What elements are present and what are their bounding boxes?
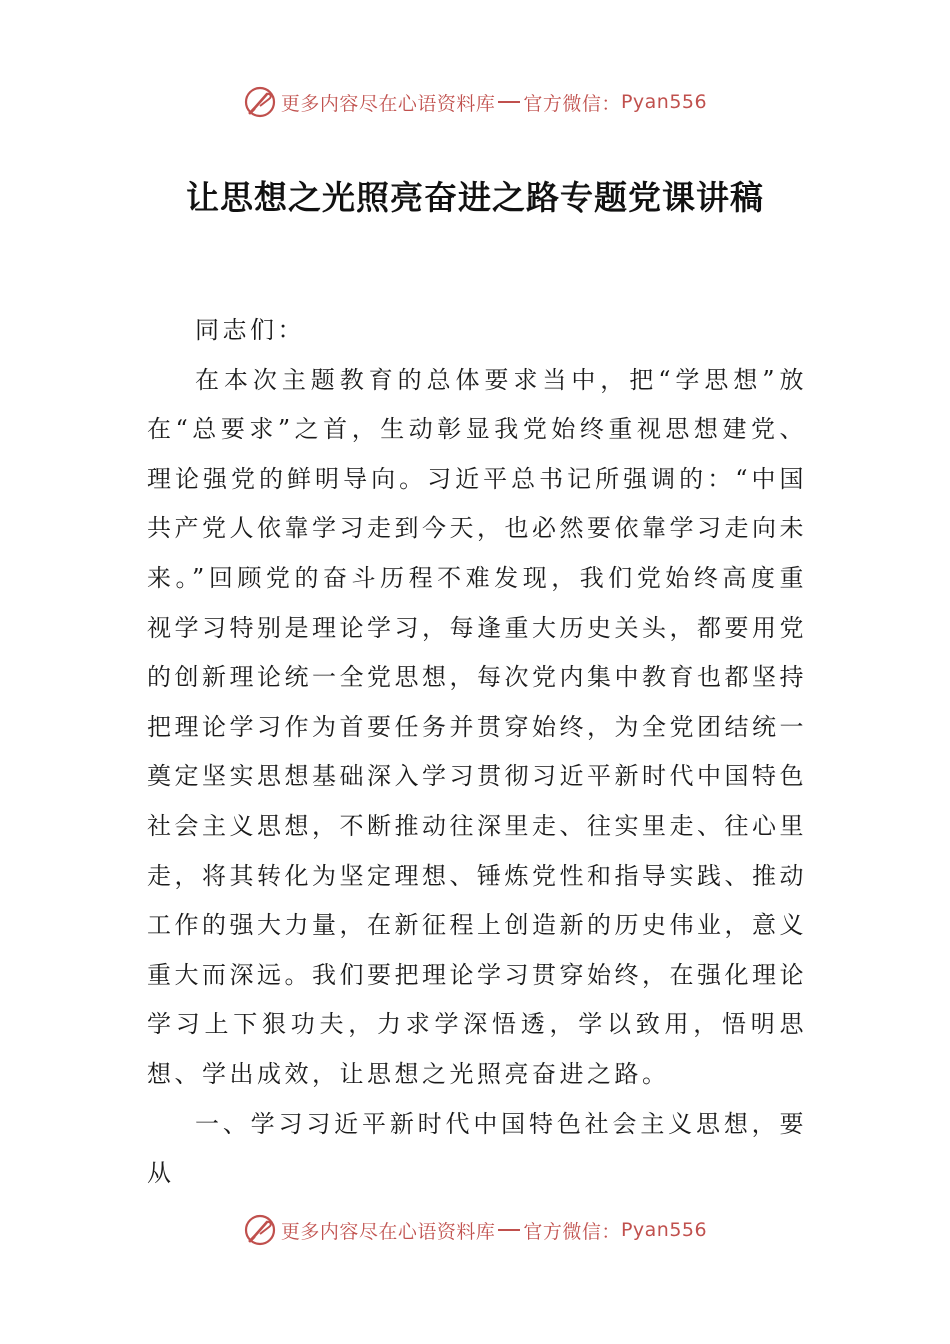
document-body <box>147 306 807 1199</box>
body-paragraph: 在本次主题教育的总体要求当中，把“学思想”放在“总要求”之首，生动彰显我党始终重视思想建党、理论强党的鲜明导向。习近平总书记所强调的：“中国共产党人依靠学习走到今天，也必然要依靠学习走向未来。”回顾党的奋斗历程不难发现，我们党始终高度重视学习特别是理论学习，每逢重大历史关头，都要用党的创新理论统一全党思想，每次党内集中教育也都坚持把理论学习作为首要任务并贯穿始终，为全党团结统一奠定坚实思想基础深入学习贯彻习近平新时代中国特色社会主义思想，不断推动往深里走、往实里走、往心里走，将其转化为坚定理想、锤炼党性和指导实践、推动工作的强大力量，在新征程上创造新的历史伟业，意义重大而深远。我们要把理论学习贯穿始终，在强化理论学习上下狠功夫，力求学深悟透，学以致用，悟明思想、学出成效，让思想之光照亮奋进之路。 <box>147 365 807 1088</box>
banner-official-text: 官方微信： <box>523 92 621 115</box>
quill-pen-logo-icon <box>243 85 277 119</box>
section-heading-paragraph: 一、学习习近平新时代中国特色社会主义思想，要从 <box>147 1109 807 1188</box>
footer-banner <box>0 1210 950 1250</box>
banner-site-text: 更多内容尽在心语资料库 <box>280 1220 496 1243</box>
quill-pen-logo-icon <box>243 1213 277 1247</box>
banner-dash <box>498 1229 520 1231</box>
document-title: 让思想之光照亮奋进之路专题党课讲稿 <box>186 178 764 217</box>
banner-site-text: 更多内容尽在心语资料库 <box>280 92 496 115</box>
header-banner <box>0 82 950 122</box>
salutation-paragraph: 同志们： <box>195 316 305 344</box>
banner-handle: Pyan556 <box>620 91 708 113</box>
banner-handle: Pyan556 <box>620 1219 708 1241</box>
banner-dash <box>498 101 520 103</box>
banner-official-text: 官方微信： <box>523 1220 621 1243</box>
